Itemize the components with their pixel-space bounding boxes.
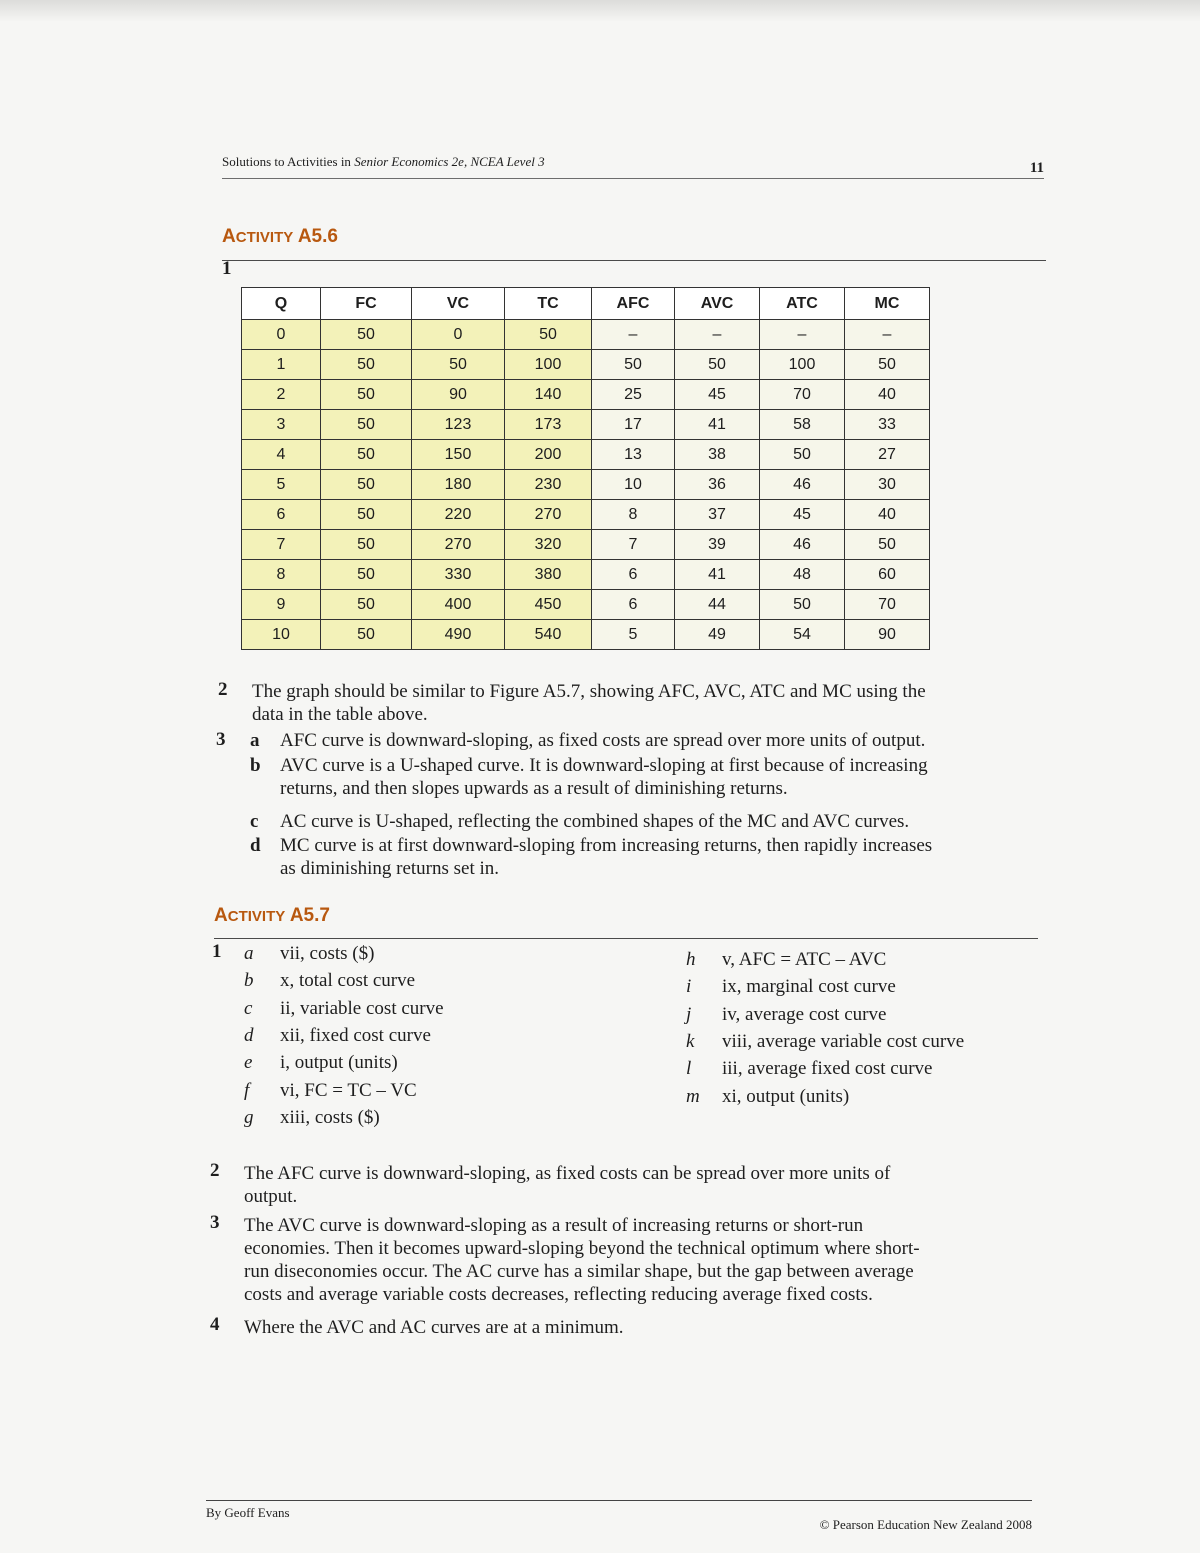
table-cell: 9 (242, 590, 321, 620)
table-cell: 27 (845, 440, 930, 470)
table-cell: 4 (242, 440, 321, 470)
table-cell: 230 (505, 470, 592, 500)
answer-item (686, 1028, 964, 1055)
table-cell: 220 (412, 500, 505, 530)
table-row (242, 440, 930, 470)
table-cell: 270 (412, 530, 505, 560)
a56-q3-item-label: c (250, 811, 259, 832)
table-cell: 50 (321, 440, 412, 470)
table-cell: 50 (412, 350, 505, 380)
table-cell: 58 (760, 410, 845, 440)
table-cell: 13 (592, 440, 675, 470)
answer-item (244, 995, 444, 1022)
table-cell: 140 (505, 380, 592, 410)
table-cell: 50 (321, 350, 412, 380)
a56-q3-item-line: AFC curve is downward-sloping, as fixed costs are spread over more units of output. (280, 730, 926, 751)
answer-letter: j (686, 1003, 692, 1025)
cost-table (241, 287, 930, 650)
a56-q3-item (250, 810, 909, 833)
activity-a56-title: ACTIVITY A5.6 (222, 226, 338, 247)
col-header-fc: FC (321, 288, 412, 320)
a57-q1-number: 1 (212, 941, 222, 962)
table-cell: 50 (321, 620, 412, 650)
activity-a57-rule (214, 938, 1038, 939)
answer-text: ii, variable cost curve (280, 997, 444, 1019)
a56-q3-item (250, 754, 928, 800)
footer-copyright: © Pearson Education New Zealand 2008 (819, 1517, 1032, 1532)
table-cell: 0 (242, 320, 321, 350)
table-cell: 100 (760, 350, 845, 380)
table-cell: 150 (412, 440, 505, 470)
answer-text: xiii, costs ($) (280, 1106, 380, 1128)
answer-item (244, 967, 415, 994)
table-cell: 7 (242, 530, 321, 560)
table-cell: 2 (242, 380, 321, 410)
table-cell: 45 (675, 380, 760, 410)
table-cell: 50 (321, 320, 412, 350)
answer-text: ix, marginal cost curve (722, 976, 896, 998)
table-row (242, 410, 930, 440)
a56-q3-item-text (280, 810, 909, 833)
activity-a57-title: ACTIVITY A5.7 (214, 905, 330, 926)
table-cell: 50 (760, 590, 845, 620)
answer-letter: h (686, 949, 696, 970)
table-cell: 50 (321, 410, 412, 440)
a56-q3-item-label: b (250, 755, 261, 776)
answer-item (686, 1055, 932, 1082)
table-cell: 40 (845, 380, 930, 410)
col-header-atc: ATC (760, 288, 845, 320)
table-row (242, 530, 930, 560)
answer-text: v, AFC = ATC – AVC (722, 949, 887, 970)
running-head-text: Solutions to Activities in Senior Economics 2e, NCEA Level 3 (222, 154, 545, 169)
table-cell: – (675, 320, 760, 350)
table-cell: 8 (592, 500, 675, 530)
a57-q2-line: output. (244, 1186, 298, 1207)
table-cell: 320 (505, 530, 592, 560)
table-cell: 33 (845, 410, 930, 440)
a56-q3-item-line: returns, and then slopes upwards as a result of diminishing returns. (280, 778, 788, 799)
a56-q3-item-line: AC curve is U-shaped, reflecting the combined shapes of the MC and AVC curves. (280, 811, 910, 832)
table-cell: 6 (592, 560, 675, 590)
table-cell: 48 (760, 560, 845, 590)
a56-q3-item-label: d (250, 835, 261, 856)
table-cell: 330 (412, 560, 505, 590)
a57-q2-number: 2 (210, 1160, 220, 1181)
table-cell: 50 (592, 350, 675, 380)
table-cell: 50 (321, 470, 412, 500)
table-cell: 50 (845, 350, 930, 380)
table-cell: 70 (760, 380, 845, 410)
table-cell: 270 (505, 500, 592, 530)
table-cell: 30 (845, 470, 930, 500)
table-row (242, 620, 930, 650)
a56-q3-item-text (280, 754, 928, 800)
answer-text: vii, costs ($) (280, 943, 375, 964)
a57-q3-line: run diseconomies occur. The AC curve has a similar shape, but the gap between average (244, 1261, 914, 1282)
answer-text: x, total cost curve (280, 970, 416, 992)
table-cell: 54 (760, 620, 845, 650)
table-row (242, 590, 930, 620)
scan-edge (0, 0, 1200, 22)
table-row (242, 350, 930, 380)
table-cell: 6 (592, 590, 675, 620)
table-cell: 490 (412, 620, 505, 650)
table-row (242, 380, 930, 410)
a57-q4-text: Where the AVC and AC curves are at a minimum. (244, 1317, 624, 1338)
table-cell: 50 (321, 380, 412, 410)
table-cell: 41 (675, 410, 760, 440)
answer-letter: c (244, 997, 253, 1019)
table-cell: 10 (242, 620, 321, 650)
table-cell: 5 (592, 620, 675, 650)
col-header-q: Q (242, 288, 321, 320)
table-cell: 70 (845, 590, 930, 620)
table-cell: 50 (321, 560, 412, 590)
table-cell: 6 (242, 500, 321, 530)
table-row (242, 560, 930, 590)
a57-q3-line: The AVC curve is downward-sloping as a result of increasing returns or short-run (244, 1215, 864, 1236)
a56-q3-item-line: MC curve is at first downward-sloping from increasing returns, then rapidly increases (280, 835, 933, 856)
a56-q1-number: 1 (222, 258, 232, 279)
answer-item (244, 1077, 417, 1104)
answer-item (244, 1049, 398, 1076)
answer-letter: k (686, 1030, 695, 1052)
table-cell: 50 (505, 320, 592, 350)
a56-q2-number: 2 (218, 679, 228, 700)
answer-item (686, 1001, 886, 1028)
table-cell: 44 (675, 590, 760, 620)
table-row (242, 470, 930, 500)
table-cell: 39 (675, 530, 760, 560)
table-cell: – (592, 320, 675, 350)
a56-q3-item-text (280, 834, 932, 880)
table-cell: 1 (242, 350, 321, 380)
a56-q2-text (252, 680, 926, 726)
table-cell: 50 (675, 350, 760, 380)
table-cell: 36 (675, 470, 760, 500)
a56-q3-number: 3 (216, 729, 226, 750)
answer-item (244, 1104, 380, 1131)
a56-q3-item-text (280, 729, 925, 752)
answer-letter: m (686, 1085, 700, 1107)
table-cell: 380 (505, 560, 592, 590)
answer-text: vi, FC = TC – VC (280, 1079, 417, 1101)
answer-letter: i (686, 976, 692, 998)
table-cell: 40 (845, 500, 930, 530)
answer-letter: f (244, 1079, 250, 1101)
table-cell: 17 (592, 410, 675, 440)
table-cell: 49 (675, 620, 760, 650)
answer-text: xii, fixed cost curve (280, 1024, 431, 1046)
a56-q3-item-line: AVC curve is a U-shaped curve. It is downward-sloping at first because of increasing (280, 755, 928, 776)
answer-text: xi, output (units) (722, 1085, 850, 1107)
a56-q2-line: The graph should be similar to Figure A5.7, showing AFC, AVC, ATC and MC using the (252, 681, 926, 702)
table-cell: 46 (760, 530, 845, 560)
table-cell: 540 (505, 620, 592, 650)
answer-item (686, 1083, 849, 1110)
a57-q3-number: 3 (210, 1212, 220, 1233)
activity-a56-rule (222, 260, 1046, 261)
table-cell: 25 (592, 380, 675, 410)
answer-letter: b (244, 970, 254, 992)
table-cell: 100 (505, 350, 592, 380)
running-head (222, 152, 1044, 179)
table-cell: 3 (242, 410, 321, 440)
a56-q3-item-label: a (250, 730, 260, 751)
answer-item (686, 973, 896, 1000)
table-cell: 50 (845, 530, 930, 560)
a56-q3-item-line: as diminishing returns set in. (280, 858, 500, 879)
table-cell: 41 (675, 560, 760, 590)
table-cell: 50 (321, 530, 412, 560)
col-header-vc: VC (412, 288, 505, 320)
table-cell: 37 (675, 500, 760, 530)
a57-q3-text (244, 1214, 920, 1306)
a56-q3-item (250, 834, 932, 880)
table-cell: 60 (845, 560, 930, 590)
answer-letter: l (686, 1058, 692, 1080)
answer-letter: a (244, 943, 254, 964)
a57-q4-number: 4 (210, 1314, 220, 1335)
cost-table-header-row (242, 288, 930, 320)
a57-q3-line: economies. Then it becomes upward-sloping beyond the technical optimum where short- (244, 1238, 920, 1259)
col-header-afc: AFC (592, 288, 675, 320)
table-cell: 5 (242, 470, 321, 500)
col-header-tc: TC (505, 288, 592, 320)
col-header-mc: MC (845, 288, 930, 320)
answer-item (244, 940, 374, 967)
table-cell: – (760, 320, 845, 350)
table-cell: 50 (760, 440, 845, 470)
table-cell: 46 (760, 470, 845, 500)
answer-item (686, 946, 886, 973)
answer-text: i, output (units) (280, 1052, 398, 1074)
table-cell: 38 (675, 440, 760, 470)
page-number: 11 (1029, 160, 1044, 176)
table-cell: 90 (412, 380, 505, 410)
table-cell: 200 (505, 440, 592, 470)
table-cell: 8 (242, 560, 321, 590)
answer-text: viii, average variable cost curve (722, 1030, 965, 1052)
table-cell: 123 (412, 410, 505, 440)
table-cell: 90 (845, 620, 930, 650)
a57-q2-text (244, 1162, 890, 1208)
answer-text: iv, average cost curve (722, 1003, 887, 1025)
a56-q3-item (250, 729, 925, 752)
table-row (242, 500, 930, 530)
answer-item (244, 1022, 431, 1049)
table-cell: 7 (592, 530, 675, 560)
table-cell: 50 (321, 500, 412, 530)
table-cell: 180 (412, 470, 505, 500)
answer-letter: g (244, 1106, 254, 1128)
answer-text: iii, average fixed cost curve (722, 1058, 933, 1080)
a57-q2-line: The AFC curve is downward-sloping, as fixed costs can be spread over more units of (244, 1163, 891, 1184)
a57-q3-line: costs and average variable costs decreases, reflecting reducing average fixed costs. (244, 1284, 873, 1305)
table-cell: 400 (412, 590, 505, 620)
col-header-avc: AVC (675, 288, 760, 320)
table-cell: 10 (592, 470, 675, 500)
table-cell: 45 (760, 500, 845, 530)
table-cell: 450 (505, 590, 592, 620)
answer-letter: e (244, 1052, 253, 1074)
table-cell: – (845, 320, 930, 350)
footer-rule (206, 1500, 1032, 1501)
table-cell: 50 (321, 590, 412, 620)
footer-author: By Geoff Evans (206, 1505, 290, 1520)
a56-q2-line: data in the table above. (252, 704, 428, 725)
table-cell: 0 (412, 320, 505, 350)
table-row (242, 320, 930, 350)
table-cell: 173 (505, 410, 592, 440)
answer-letter: d (244, 1024, 254, 1046)
